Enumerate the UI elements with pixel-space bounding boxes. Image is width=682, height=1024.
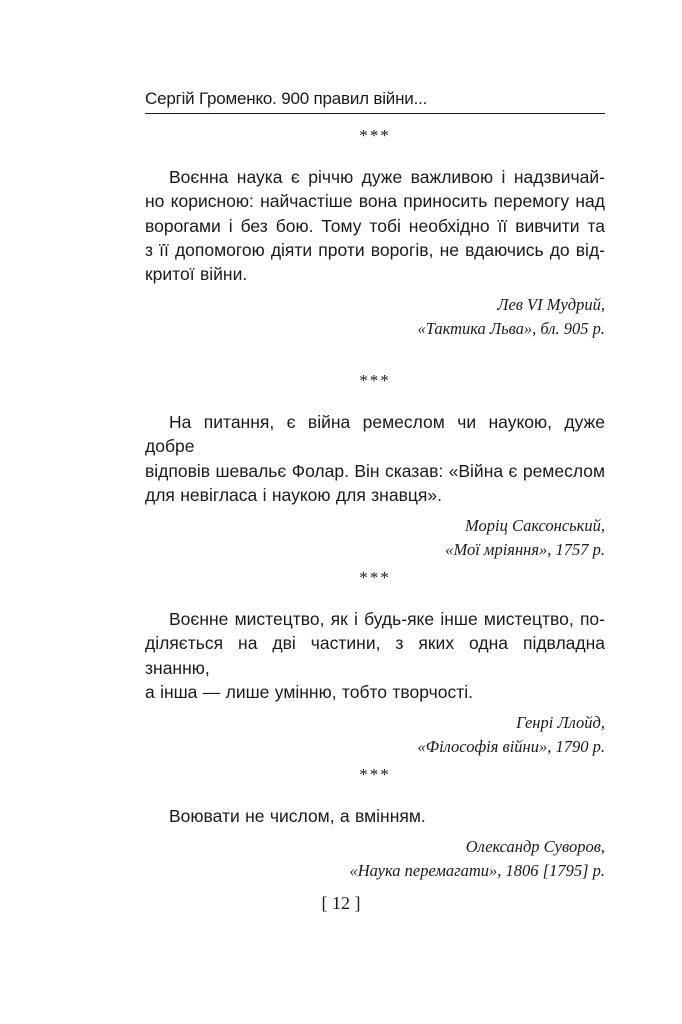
quote-line: но корисною: найчастіше вона приносить перемогу над (145, 191, 605, 212)
quote-source: «Мої мріяння», 1757 р. (445, 540, 605, 560)
quote-text (145, 165, 605, 286)
quote-line: діляється на дві частини, з яких одна підвладна знанню, (145, 633, 605, 678)
quote-attribution (145, 514, 605, 562)
page-number: [ 12 ] (321, 893, 361, 913)
quote-section-4 (145, 765, 605, 883)
quote-author: Лев VI Мудрий, (497, 295, 605, 315)
section-separator: *** (359, 126, 391, 145)
quote-source: «Тактика Льва», бл. 905 р. (417, 319, 605, 339)
quote-line: ворогами і без бою. Тому тобі необхідно її вивчити та (145, 215, 605, 236)
quote-section-2 (145, 371, 605, 562)
quote-author: Моріц Саксонський, (465, 516, 605, 536)
quote-line: Воєнна наука є річчю дуже важливою і надзвичай- (169, 167, 605, 187)
quote-section-1 (145, 126, 605, 341)
quote-author: Генрі Ллойд, (516, 713, 605, 733)
quote-line: а інша — лише умінню, тобто творчості. (145, 681, 473, 702)
quote-line: Воювати не числом, а вмінням. (169, 806, 426, 826)
quote-line: На питання, є війна ремеслом чи наукою, дуже добре (145, 412, 605, 457)
section-separator: *** (359, 568, 391, 587)
quote-source: «Філософія війни», 1790 р. (417, 737, 605, 757)
section-separator: *** (359, 371, 391, 390)
quote-attribution (145, 835, 605, 883)
running-header: Сергій Громенко. 900 правил війни... (145, 88, 605, 114)
quote-line: Воєнне мистецтво, як і будь-яке інше мистецтво, по- (169, 609, 605, 629)
quote-author: Олександр Суворов, (465, 837, 605, 857)
quote-line: критої війни. (145, 264, 248, 285)
quote-text (145, 804, 605, 828)
quote-line: для невігласа і наукою для знавця». (145, 484, 442, 505)
quote-source: «Наука перемагати», 1806 [1795] р. (349, 861, 605, 881)
quote-attribution (145, 711, 605, 759)
quote-line: відповів шевальє Фолар. Він сказав: «Війна є ремеслом (145, 460, 605, 481)
quote-text (145, 607, 605, 704)
quote-line: з її допомогою діяти проти ворогів, не вдаючись до від- (145, 239, 605, 260)
section-separator: *** (359, 765, 391, 784)
quote-text (145, 410, 605, 507)
quote-attribution (145, 293, 605, 341)
quote-section-3 (145, 568, 605, 759)
